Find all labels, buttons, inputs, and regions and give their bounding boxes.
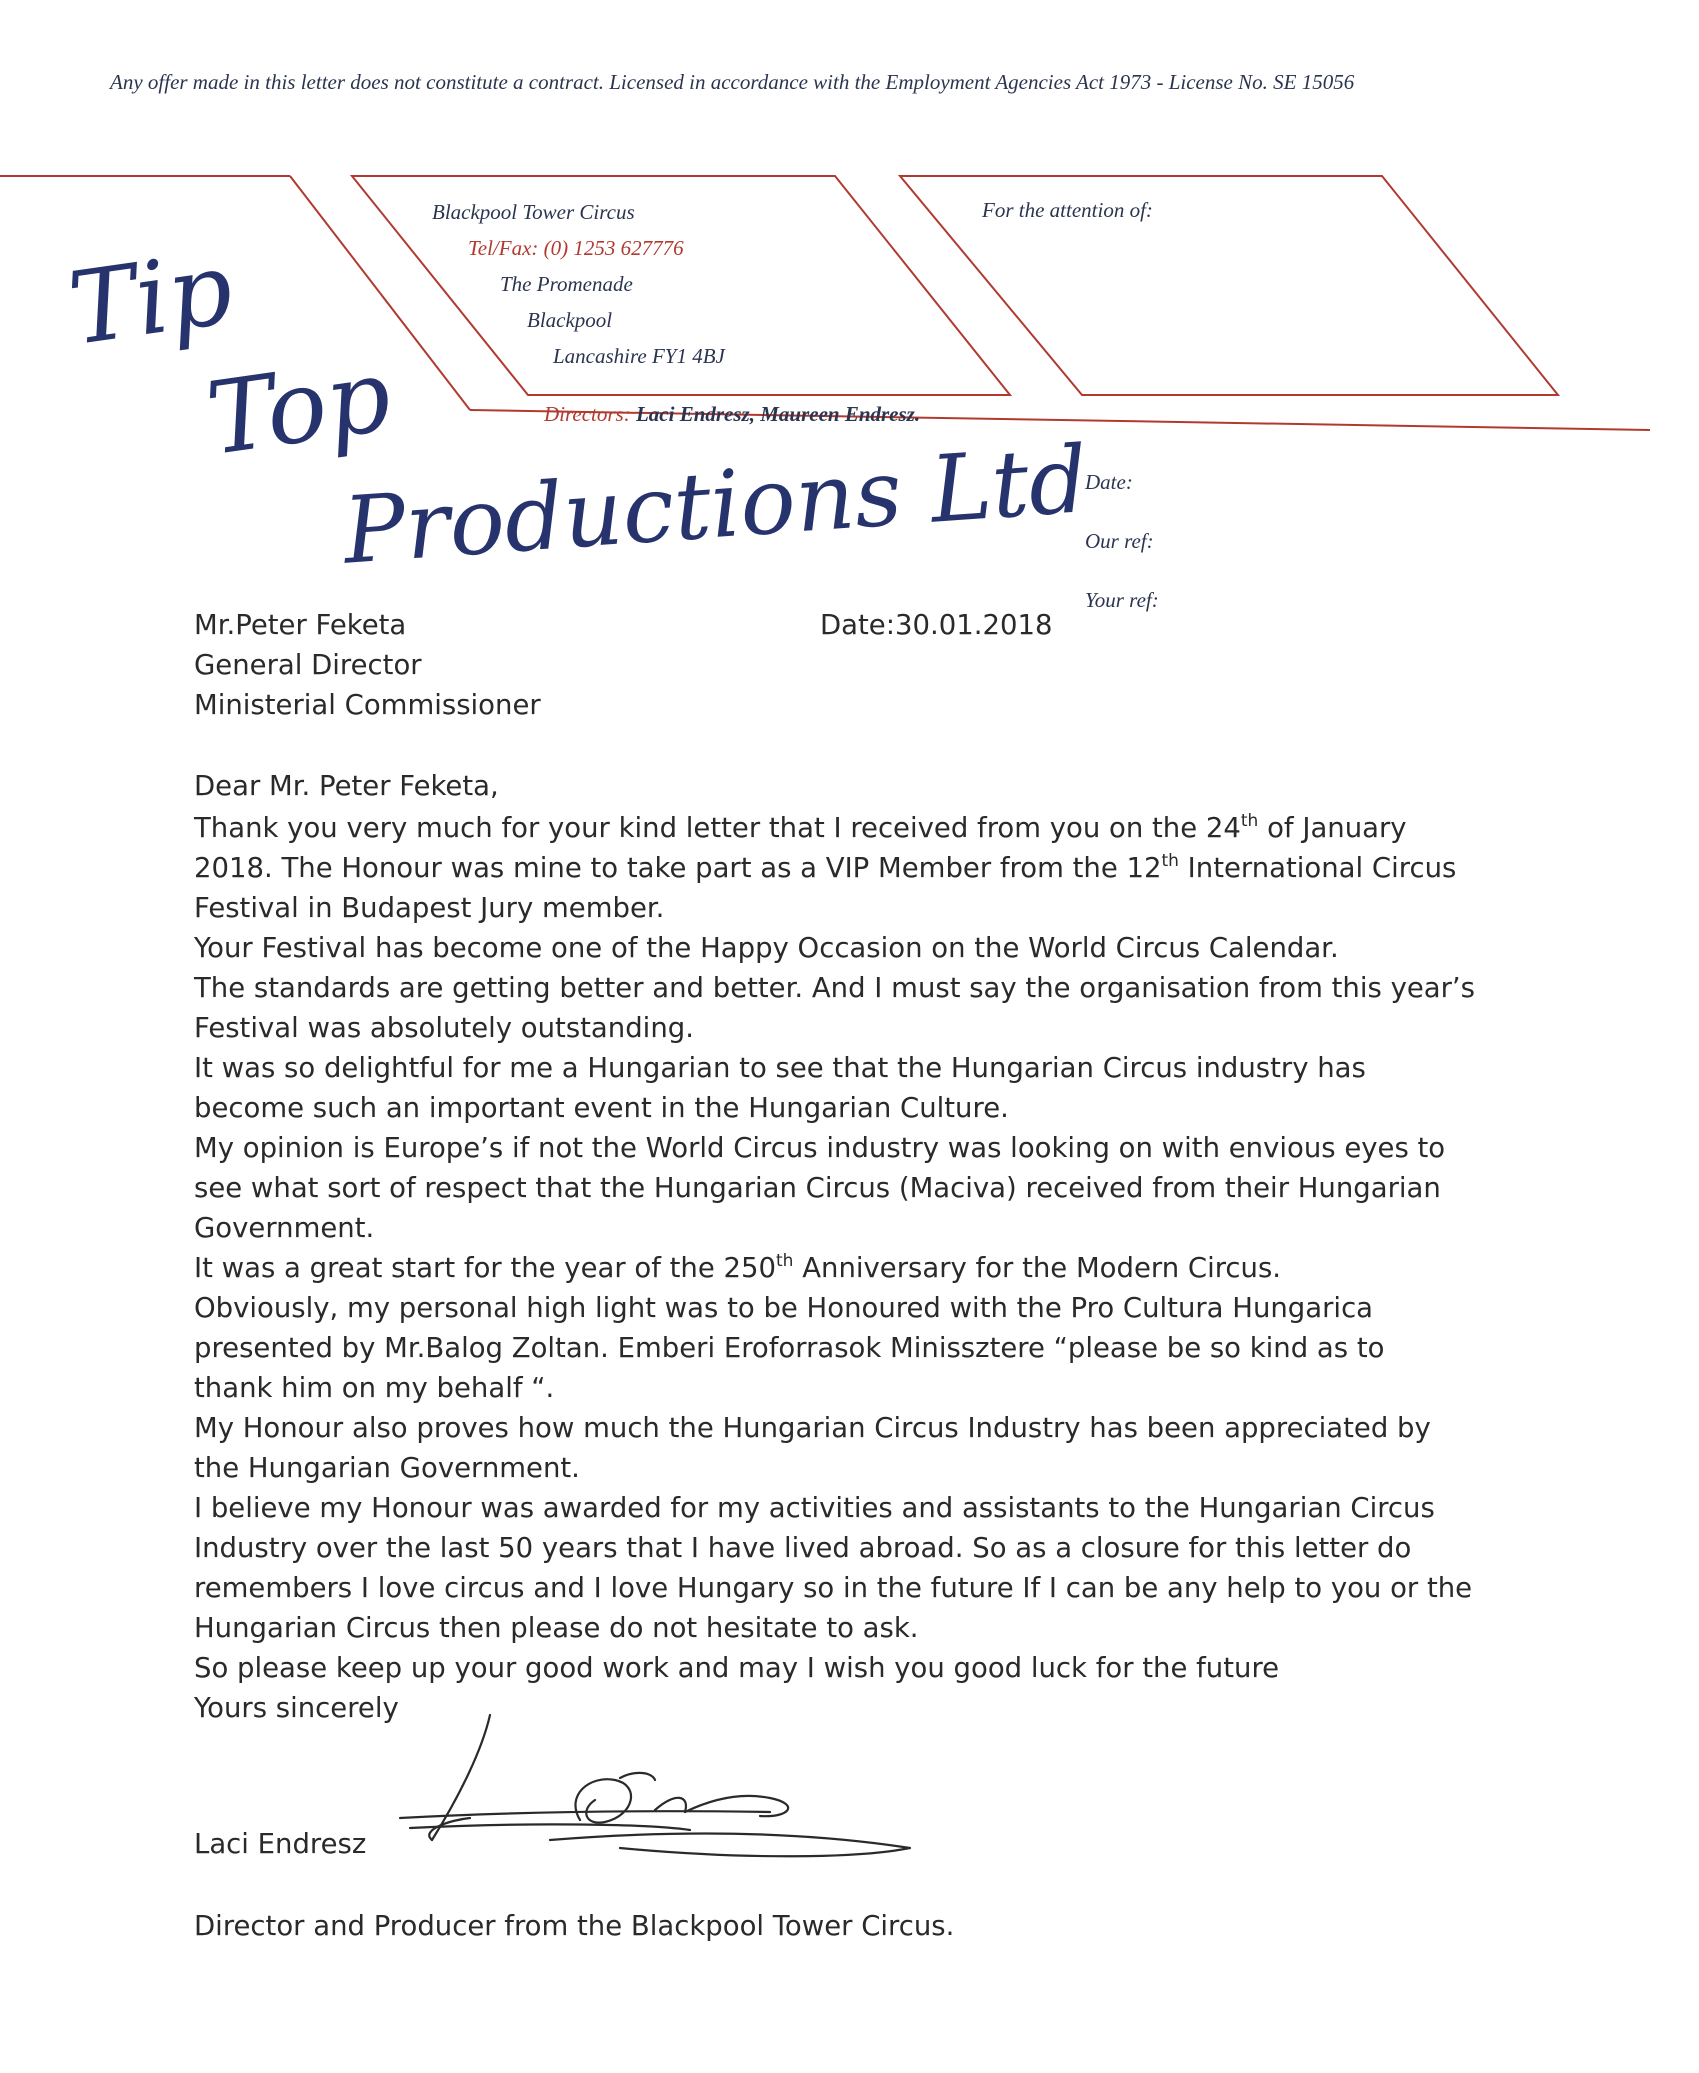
body-line: the Hungarian Government.: [194, 1452, 580, 1484]
logo-word-tip: Tip: [62, 229, 240, 368]
signoff-title: Director and Producer from the Blackpool Tower Circus.: [194, 1910, 955, 1942]
directors-line: [544, 402, 920, 427]
your-ref-label: Your ref:: [1085, 588, 1159, 612]
body-line-1a: Thank you very much for your kind letter that I received from you on the 24: [194, 812, 1241, 844]
our-ref-label: Our ref:: [1085, 529, 1154, 553]
salutation: Dear Mr. Peter Feketa,: [194, 770, 499, 802]
body-line: [194, 848, 1475, 888]
body-line: Obviously, my personal high light was to be Honoured with the Pro Cultura Hungarica: [194, 1292, 1374, 1324]
recipient-title-2: Ministerial Commissioner: [194, 689, 541, 721]
ordinal-suffix: th: [1161, 851, 1179, 871]
address-street: The Promenade: [500, 272, 633, 296]
recipient-name: Mr.Peter Feketa: [194, 609, 407, 641]
address-telfax: Tel/Fax: (0) 1253 627776: [468, 236, 684, 260]
date-label: Date:: [1085, 470, 1133, 494]
license-disclaimer: Any offer made in this letter does not constitute a contract. Licensed in accordance with the Employment Agencies Act 1973 - License No. SE 15056: [110, 70, 1355, 94]
address-venue: Blackpool Tower Circus: [432, 200, 635, 224]
body-line: [194, 808, 1475, 848]
handwritten-signature: [390, 1700, 950, 1870]
body-line-2a: 2018. The Honour was mine to take part as a VIP Member from the 12: [194, 852, 1162, 884]
directors-label: Directors:: [544, 402, 631, 426]
body-line: [194, 1248, 1475, 1288]
body-line: Industry over the last 50 years that I have lived abroad. So as a closure for this letter do: [194, 1532, 1412, 1564]
address-town: Blackpool: [527, 308, 613, 332]
letter-body: [194, 808, 1475, 1728]
ordinal-suffix: th: [1240, 811, 1259, 831]
body-line: presented by Mr.Balog Zoltan. Emberi Eroforrasok Minissztere “please be so kind as to: [194, 1332, 1385, 1364]
body-line: Festival was absolutely outstanding.: [194, 1012, 694, 1044]
body-line-12a: It was a great start for the year of the 250: [194, 1252, 777, 1284]
body-line: So please keep up your good work and may I wish you good luck for the future: [194, 1652, 1280, 1684]
body-line-12b: Anniversary for the Modern Circus.: [793, 1252, 1282, 1284]
body-line-1b: of January: [1258, 812, 1407, 844]
logo-word-top: Top: [200, 336, 398, 478]
body-line: Hungarian Circus then please do not hesitate to ask.: [194, 1612, 919, 1644]
body-line: Yours sincerely: [194, 1692, 399, 1724]
body-line-2b: International Circus: [1178, 852, 1457, 884]
body-line: The standards are getting better and better. And I must say the organisation from this year’s: [194, 972, 1475, 1004]
body-line: thank him on my behalf “.: [194, 1372, 555, 1404]
letter-date: Date:30.01.2018: [820, 609, 1053, 641]
directors-names: Laci Endresz, Maureen Endresz.: [635, 402, 921, 426]
body-line: become such an important event in the Hungarian Culture.: [194, 1092, 1009, 1124]
body-line: Government.: [194, 1212, 375, 1244]
body-line: I believe my Honour was awarded for my activities and assistants to the Hungarian Circus: [194, 1492, 1435, 1524]
body-line: My opinion is Europe’s if not the World Circus industry was looking on with envious eyes to: [194, 1132, 1446, 1164]
body-line: Festival in Budapest Jury member.: [194, 892, 665, 924]
ordinal-suffix: th: [776, 1251, 794, 1271]
body-line: remembers I love circus and I love Hungary so in the future If I can be any help to you or the: [194, 1572, 1473, 1604]
body-line: My Honour also proves how much the Hungarian Circus Industry has been appreciated by: [194, 1412, 1431, 1444]
recipient-title-1: General Director: [194, 649, 422, 681]
attention-label: For the attention of:: [982, 198, 1153, 222]
address-county-postcode: Lancashire FY1 4BJ: [553, 344, 725, 368]
logo-word-productions: Productions Ltd: [340, 426, 1092, 585]
body-line: It was so delightful for me a Hungarian to see that the Hungarian Circus industry has: [194, 1052, 1366, 1084]
body-line: Your Festival has become one of the Happy Occasion on the World Circus Calendar.: [194, 932, 1339, 964]
signatory-name: Laci Endresz: [194, 1828, 367, 1860]
body-line: see what sort of respect that the Hungarian Circus (Maciva) received from their Hungarian: [194, 1172, 1441, 1204]
